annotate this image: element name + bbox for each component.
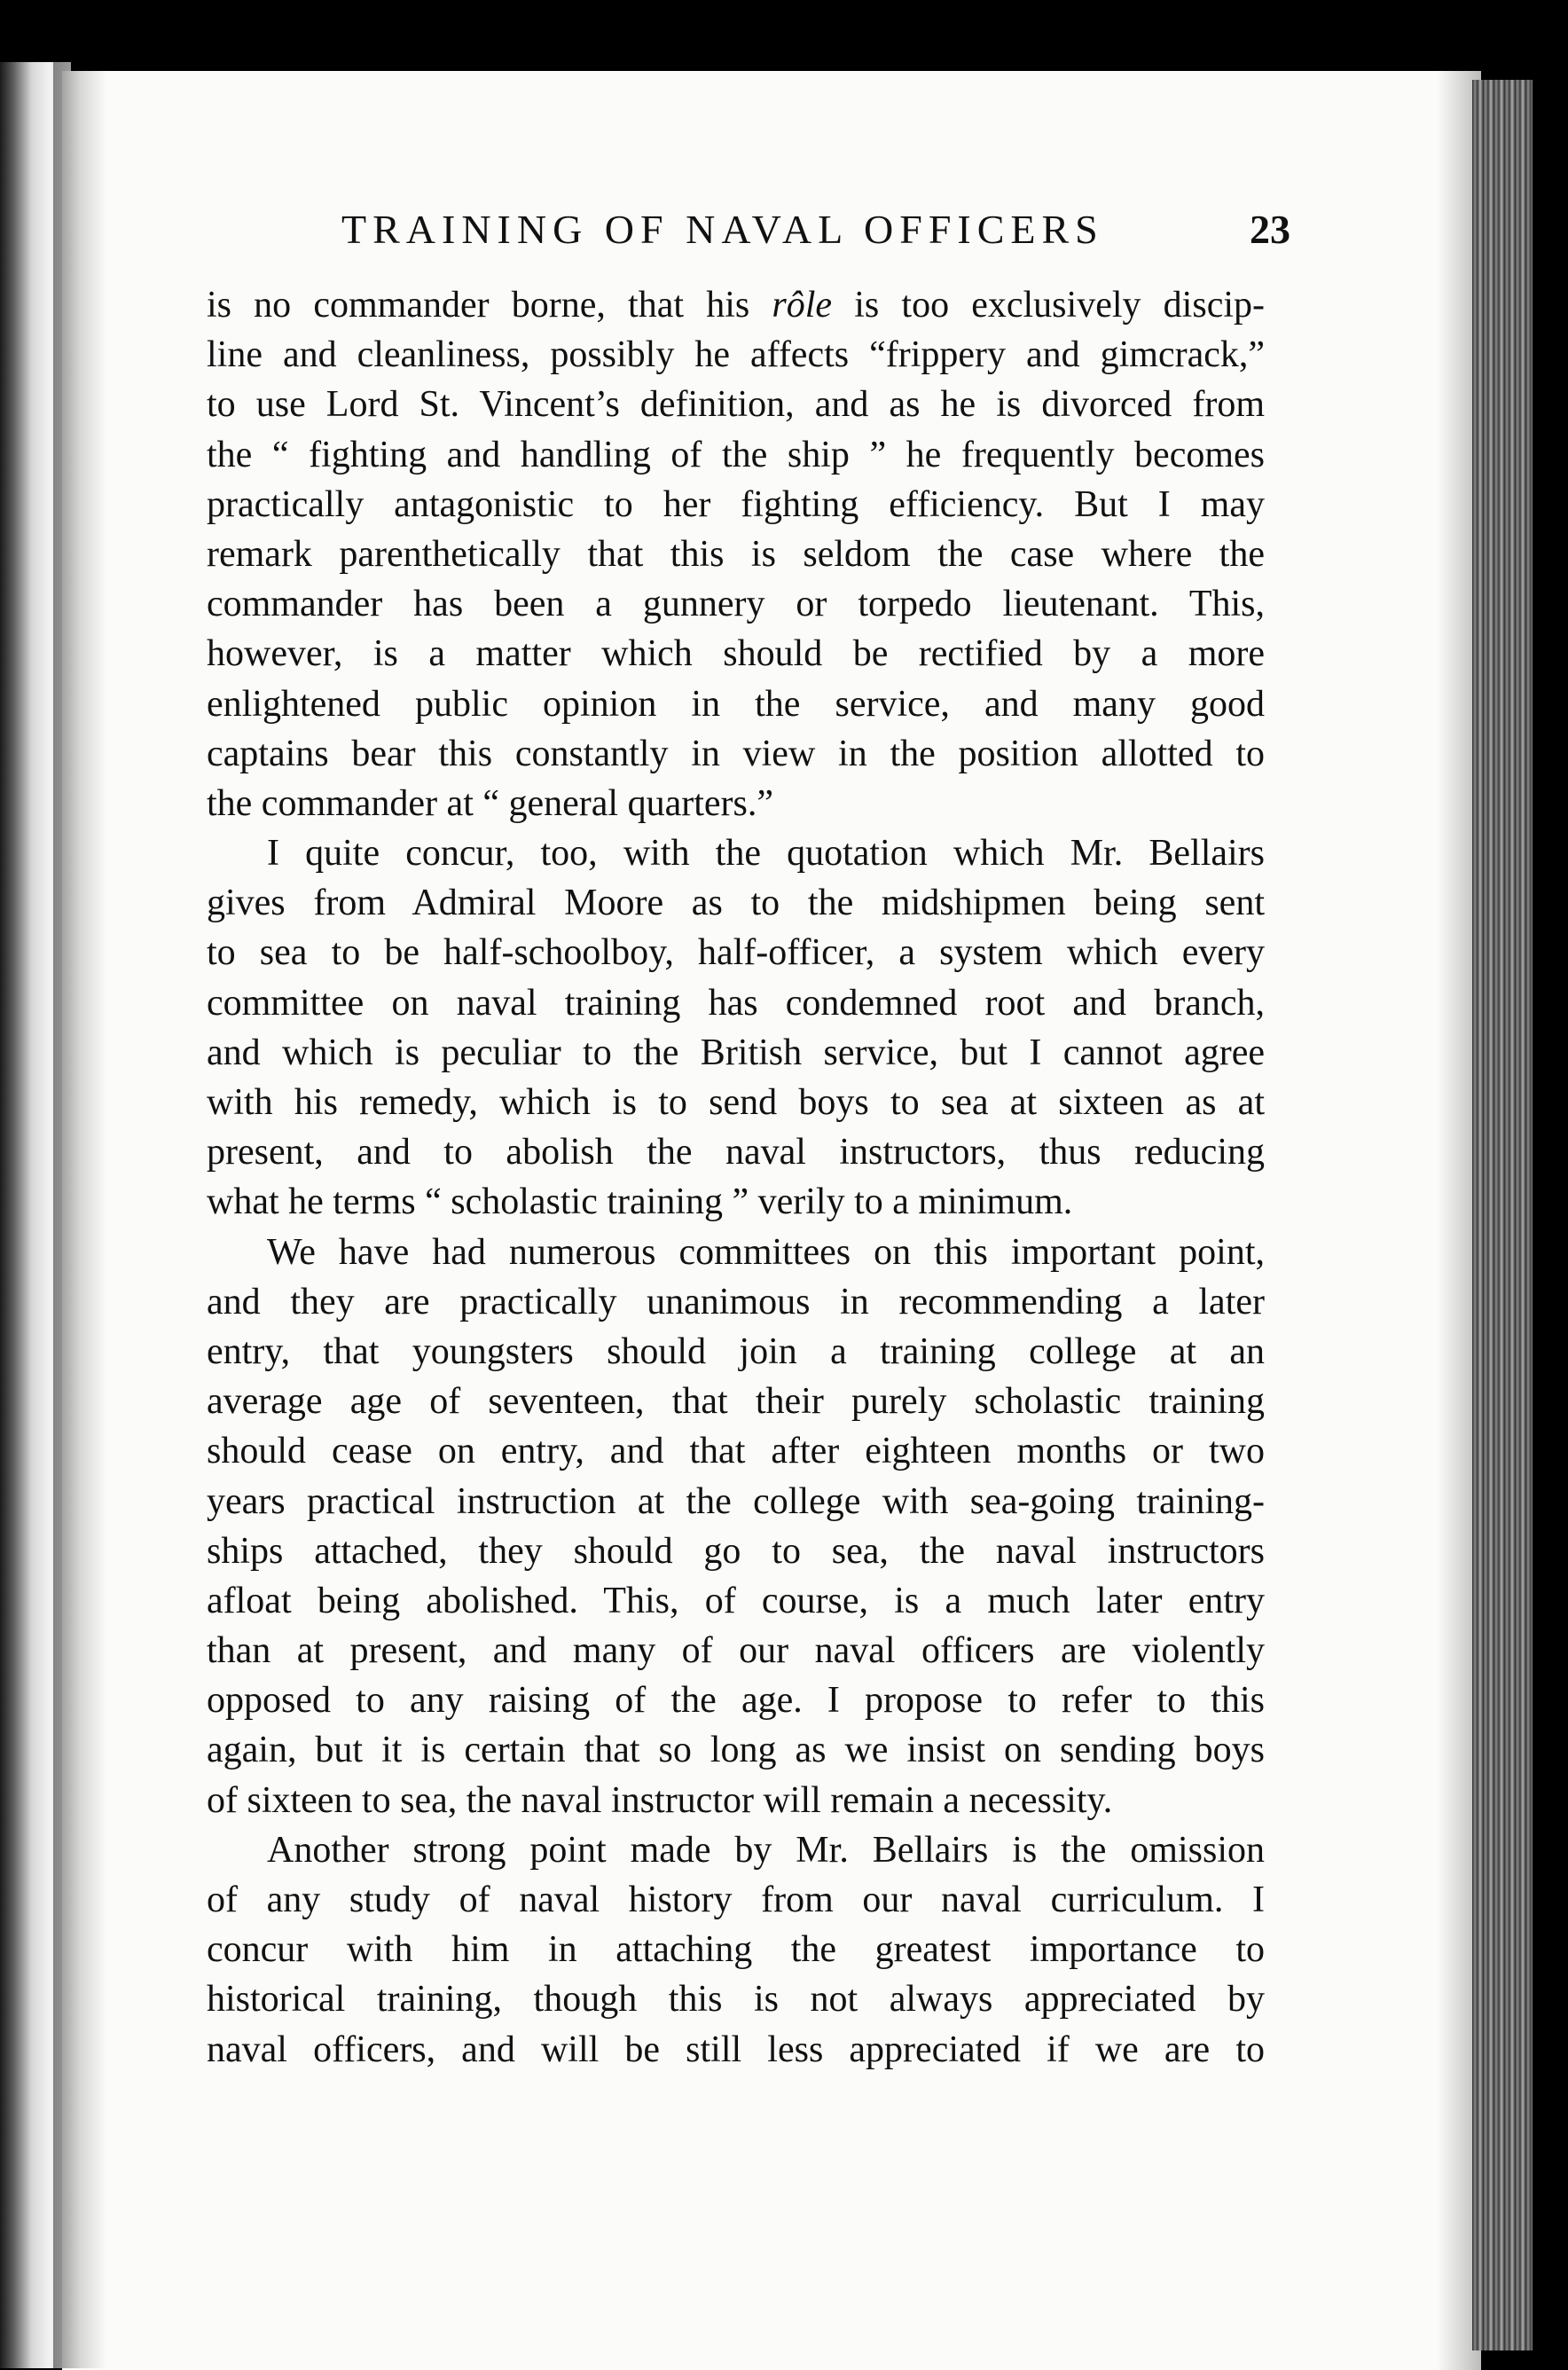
running-head xyxy=(341,206,1290,259)
text-run: afloat being abolished. This, of course, is a much later entry xyxy=(207,1580,1265,1621)
text-run: should cease on entry, and that after eighteen months or two xyxy=(207,1431,1265,1472)
text-line xyxy=(207,878,1265,928)
paragraph xyxy=(207,1228,1265,1825)
text-line xyxy=(207,1028,1265,1078)
text-run: captains bear this constantly in view in the position allotted to xyxy=(207,733,1265,774)
text-run: ships attached, they should go to sea, the naval instructors xyxy=(207,1530,1265,1572)
text-line xyxy=(207,530,1265,579)
text-line xyxy=(207,2025,1265,2075)
text-line xyxy=(207,1974,1265,2024)
text-run: Another strong point made by Mr. Bellairs is the omission xyxy=(267,1829,1265,1871)
text-line xyxy=(207,629,1265,679)
text-run: and they are practically unanimous in recommending a later xyxy=(207,1281,1265,1322)
running-title: TRAINING OF NAVAL OFFICERS xyxy=(341,207,1104,252)
text-run: practically antagonistic to her fighting efficiency. But I may xyxy=(207,483,1265,525)
gutter-shadow xyxy=(53,62,106,2368)
text-line xyxy=(207,1925,1265,1974)
text-line xyxy=(207,1078,1265,1127)
paragraph xyxy=(207,1825,1265,2075)
text-line xyxy=(207,1725,1265,1775)
text-run: present, and to abolish the naval instructors, thus reducing xyxy=(207,1132,1265,1173)
page-number: 23 xyxy=(1250,207,1290,252)
text-run: commander has been a gunnery or torpedo lieutenant. This, xyxy=(207,584,1265,625)
text-run: is no commander borne, that his xyxy=(207,285,772,326)
text-line xyxy=(207,729,1265,779)
text-line xyxy=(207,978,1265,1028)
text-line xyxy=(207,1426,1265,1476)
text-run: however, is a matter which should be rectified by a more xyxy=(207,633,1265,675)
text-run: gives from Admiral Moore as to the midshipmen being sent xyxy=(207,883,1265,924)
text-line xyxy=(207,1327,1265,1377)
text-run: to sea to be half-schoolboy, half-officer, a system which every xyxy=(207,932,1265,974)
text-line xyxy=(207,1576,1265,1626)
text-line xyxy=(207,1377,1265,1426)
text-line xyxy=(207,1127,1265,1177)
text-line xyxy=(207,480,1265,530)
text-line xyxy=(207,828,1265,878)
text-run: of sixteen to sea, the naval instructor will remain a necessity. xyxy=(207,1779,1113,1821)
text-line xyxy=(207,579,1265,629)
text-line xyxy=(207,1675,1265,1725)
text-line xyxy=(207,1825,1265,1875)
paragraph xyxy=(207,280,1265,828)
text-run: historical training, though this is not always appreciated by xyxy=(207,1979,1265,2021)
text-run: years practical instruction at the college with sea-going training- xyxy=(207,1480,1265,1522)
text-line xyxy=(207,1626,1265,1675)
body-text xyxy=(207,280,1265,2075)
text-line xyxy=(207,1277,1265,1327)
text-run: the “ fighting and handling of the ship ” he frequently becomes xyxy=(207,434,1265,475)
text-run: We have had numerous committees on this important point, xyxy=(267,1231,1265,1273)
text-line xyxy=(207,280,1265,330)
text-run: with his remedy, which is to send boys to sea at sixteen as at xyxy=(207,1082,1265,1123)
text-line xyxy=(207,1776,1265,1825)
text-line xyxy=(207,779,1265,828)
text-run: enlightened public opinion in the service, and many good xyxy=(207,683,1265,725)
text-line xyxy=(207,1477,1265,1526)
page-stack-edge xyxy=(1472,80,1533,2350)
text-run: the commander at “ general quarters.” xyxy=(207,782,774,824)
text-run: of any study of naval history from our naval curriculum. I xyxy=(207,1880,1265,1920)
text-run: entry, that youngsters should join a training college at an xyxy=(207,1330,1265,1372)
text-line xyxy=(207,1228,1265,1277)
text-line xyxy=(207,380,1265,429)
text-line xyxy=(207,679,1265,729)
text-line xyxy=(207,430,1265,480)
text-line xyxy=(207,1526,1265,1576)
text-run: to use Lord St. Vincent’s definition, and as he is divorced from xyxy=(207,384,1265,426)
text-line xyxy=(207,928,1265,977)
text-run: again, but it is certain that so long as we insist on sending boys xyxy=(207,1730,1265,1771)
text-run: is too exclusively discip- xyxy=(832,285,1265,326)
text-run: remark parenthetically that this is seldom the case where the xyxy=(207,533,1265,575)
text-line xyxy=(207,1177,1265,1227)
text-run: and which is peculiar to the British service, but I cannot agree xyxy=(207,1032,1265,1073)
text-run: concur with him in attaching the greatest importance to xyxy=(207,1929,1265,1971)
text-run: opposed to any raising of the age. I propose to refer to this xyxy=(207,1680,1265,1722)
text-run: committee on naval training has condemned root and branch, xyxy=(207,982,1265,1024)
text-run: I quite concur, too, with the quotation which Mr. Bellairs xyxy=(267,833,1265,875)
text-run: what he terms “ scholastic training ” verily to a minimum. xyxy=(207,1181,1073,1223)
text-run: line and cleanliness, possibly he affects “frippery and gimcrack,” xyxy=(207,334,1265,376)
text-line xyxy=(207,1875,1265,1925)
text-run: than at present, and many of our naval officers are violently xyxy=(207,1630,1265,1672)
text-line xyxy=(207,330,1265,380)
text-run: rôle xyxy=(772,285,833,326)
text-run: naval officers, and will be still less appreciated if we are to xyxy=(207,2029,1265,2070)
paragraph xyxy=(207,828,1265,1228)
text-run: average age of seventeen, that their purely scholastic training xyxy=(207,1381,1265,1423)
